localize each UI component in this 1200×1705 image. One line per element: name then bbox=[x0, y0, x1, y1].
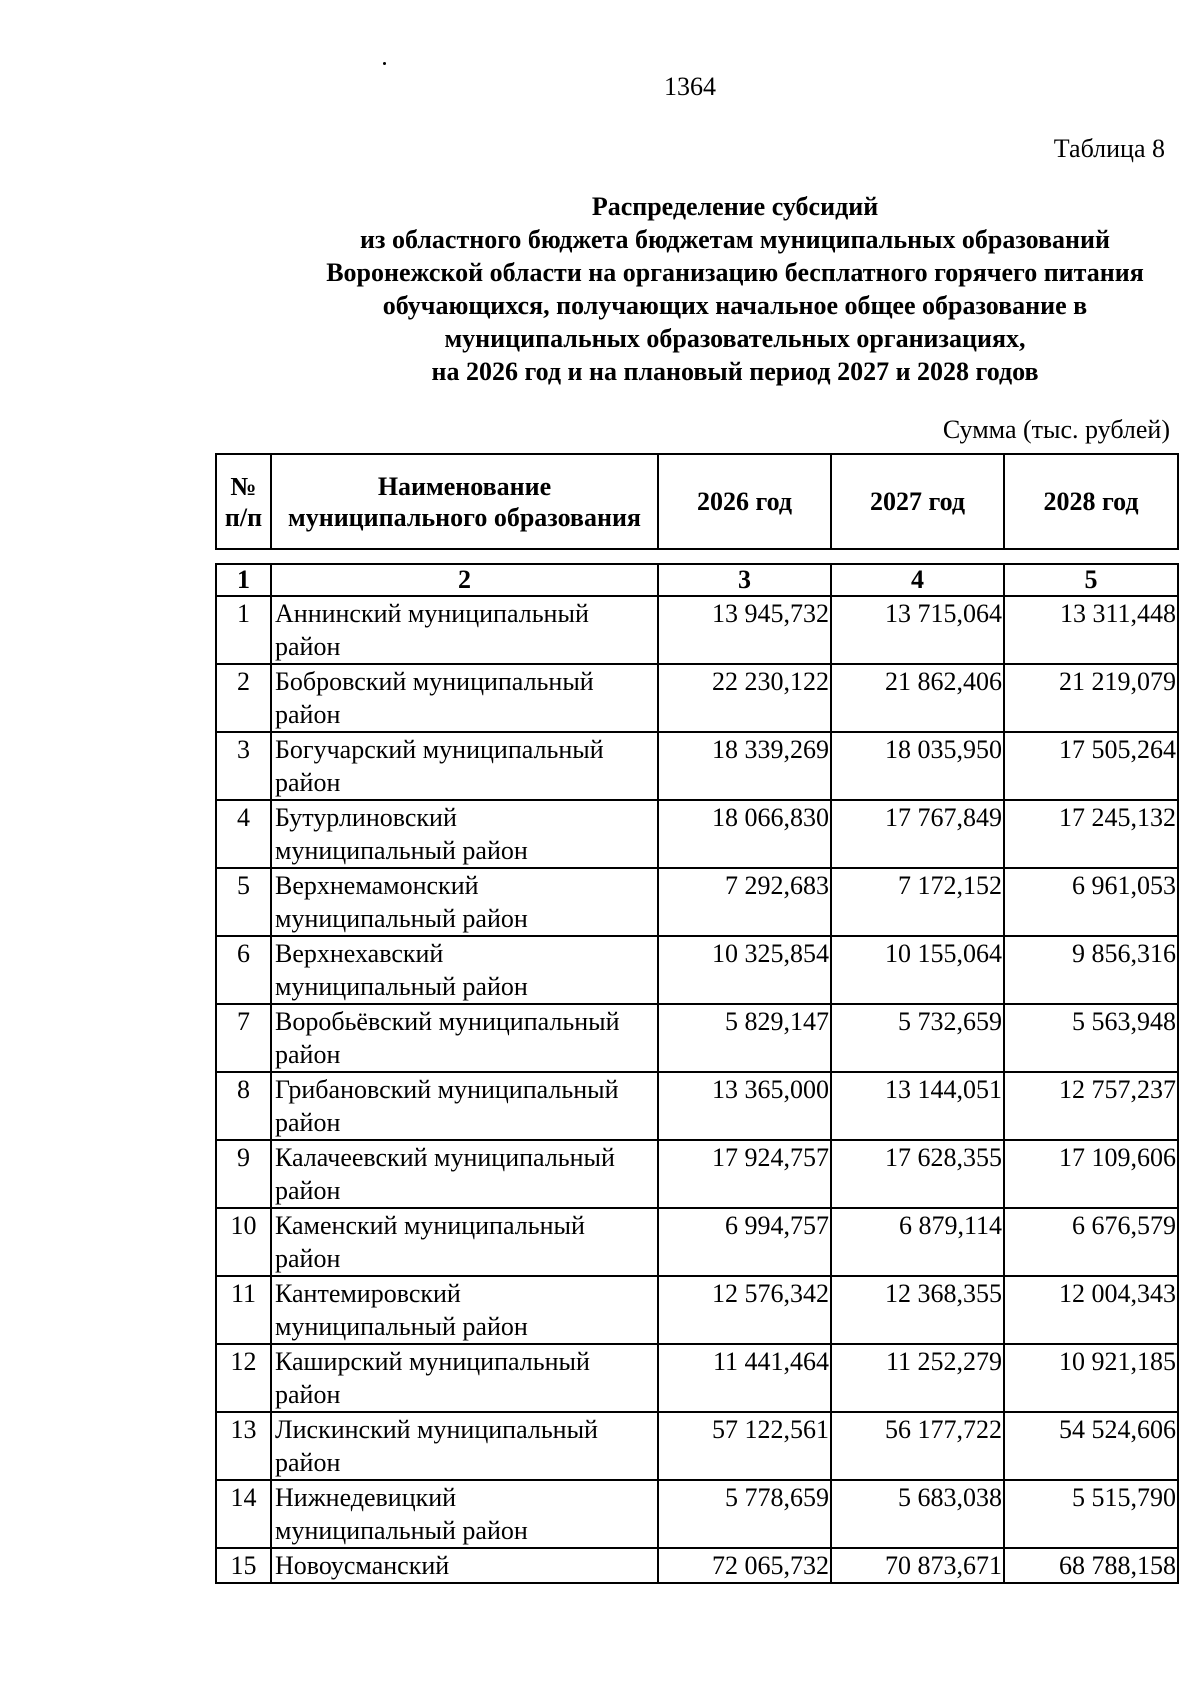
table-row bbox=[216, 1140, 1178, 1208]
value-2026: 6 994,757 bbox=[658, 1208, 831, 1276]
value-2027: 7 172,152 bbox=[831, 868, 1004, 936]
name-line: Воробьёвский муниципальный bbox=[275, 1007, 620, 1036]
title-line: муниципальных образовательных организациях, bbox=[444, 324, 1026, 353]
value-2028: 17 245,132 bbox=[1004, 800, 1178, 868]
column-index-row bbox=[216, 564, 1178, 596]
row-number: 11 bbox=[216, 1276, 271, 1344]
table-row bbox=[216, 1548, 1178, 1583]
table-row bbox=[216, 1004, 1178, 1072]
name-line: Верхнехавский bbox=[275, 939, 444, 968]
value-2027: 70 873,671 bbox=[831, 1548, 1004, 1583]
name-line: Бутурлиновский bbox=[275, 803, 457, 832]
header-name: Наименование муниципального образования bbox=[271, 454, 658, 549]
municipality-name bbox=[271, 1140, 658, 1208]
row-number: 12 bbox=[216, 1344, 271, 1412]
row-number: 5 bbox=[216, 868, 271, 936]
row-number: 1 bbox=[216, 596, 271, 664]
municipality-name bbox=[271, 1276, 658, 1344]
value-2026: 13 945,732 bbox=[658, 596, 831, 664]
value-2027: 13 715,064 bbox=[831, 596, 1004, 664]
title-line: Воронежской области на организацию бесплатного горячего питания bbox=[326, 258, 1144, 287]
table-label: Таблица 8 bbox=[1053, 134, 1165, 163]
name-line: муниципальный район bbox=[275, 1312, 528, 1341]
row-number: 8 bbox=[216, 1072, 271, 1140]
name-line: район bbox=[275, 1108, 341, 1137]
name-line: Каменский муниципальный bbox=[275, 1211, 585, 1240]
value-2027: 56 177,722 bbox=[831, 1412, 1004, 1480]
table-row bbox=[216, 800, 1178, 868]
name-line: Богучарский муниципальный bbox=[275, 735, 604, 764]
value-2026: 7 292,683 bbox=[658, 868, 831, 936]
value-2028: 68 788,158 bbox=[1004, 1548, 1178, 1583]
table-header bbox=[215, 453, 1179, 550]
table-row bbox=[216, 868, 1178, 936]
municipality-name bbox=[271, 1004, 658, 1072]
name-line: Калачеевский муниципальный bbox=[275, 1143, 615, 1172]
header-num: № п/п bbox=[216, 454, 271, 549]
municipality-name bbox=[271, 732, 658, 800]
value-2028: 6 961,053 bbox=[1004, 868, 1178, 936]
title-line: из областного бюджета бюджетам муниципальных образований bbox=[360, 225, 1110, 254]
name-line: Бобровский муниципальный bbox=[275, 667, 594, 696]
name-line: район bbox=[275, 1040, 341, 1069]
value-2028: 9 856,316 bbox=[1004, 936, 1178, 1004]
index-cell: 5 bbox=[1004, 564, 1178, 596]
value-2027: 10 155,064 bbox=[831, 936, 1004, 1004]
name-line: Новоусманский bbox=[275, 1551, 450, 1580]
table-row bbox=[216, 1344, 1178, 1412]
value-2028: 13 311,448 bbox=[1004, 596, 1178, 664]
title-line: обучающихся, получающих начальное общее образование в bbox=[382, 291, 1088, 320]
row-number: 14 bbox=[216, 1480, 271, 1548]
header-2028: 2028 год bbox=[1004, 454, 1178, 549]
table-row bbox=[216, 1480, 1178, 1548]
row-number: 10 bbox=[216, 1208, 271, 1276]
table-row bbox=[216, 1208, 1178, 1276]
value-2028: 54 524,606 bbox=[1004, 1412, 1178, 1480]
municipality-name bbox=[271, 1412, 658, 1480]
table-row bbox=[216, 596, 1178, 664]
index-cell: 2 bbox=[271, 564, 658, 596]
value-2028: 10 921,185 bbox=[1004, 1344, 1178, 1412]
value-2028: 12 757,237 bbox=[1004, 1072, 1178, 1140]
name-line: Каширский муниципальный bbox=[275, 1347, 590, 1376]
data-table bbox=[215, 563, 1179, 1584]
index-cell: 3 bbox=[658, 564, 831, 596]
value-2026: 18 339,269 bbox=[658, 732, 831, 800]
value-2027: 17 628,355 bbox=[831, 1140, 1004, 1208]
name-line: Грибановский муниципальный bbox=[275, 1075, 619, 1104]
municipality-name bbox=[271, 1072, 658, 1140]
row-number: 9 bbox=[216, 1140, 271, 1208]
document-title bbox=[230, 190, 1200, 388]
municipality-name bbox=[271, 1548, 658, 1583]
title-line: Распределение субсидий bbox=[591, 192, 879, 221]
value-2028: 17 109,606 bbox=[1004, 1140, 1178, 1208]
name-line: Аннинский муниципальный bbox=[275, 599, 589, 628]
value-2028: 5 515,790 bbox=[1004, 1480, 1178, 1548]
name-line: район bbox=[275, 768, 341, 797]
row-number: 2 bbox=[216, 664, 271, 732]
value-2026: 22 230,122 bbox=[658, 664, 831, 732]
value-2027: 13 144,051 bbox=[831, 1072, 1004, 1140]
municipality-name bbox=[271, 936, 658, 1004]
name-line: Нижнедевицкий bbox=[275, 1483, 457, 1512]
index-cell: 4 bbox=[831, 564, 1004, 596]
name-line: район bbox=[275, 1380, 341, 1409]
name-line: Кантемировский bbox=[275, 1279, 461, 1308]
units-label: Сумма (тыс. рублей) bbox=[942, 415, 1170, 444]
name-line: район bbox=[275, 632, 341, 661]
municipality-name bbox=[271, 1344, 658, 1412]
row-number: 7 bbox=[216, 1004, 271, 1072]
name-line: муниципальный район bbox=[275, 836, 528, 865]
header-2026: 2026 год bbox=[658, 454, 831, 549]
value-2028: 6 676,579 bbox=[1004, 1208, 1178, 1276]
name-line: муниципальный район bbox=[275, 1516, 528, 1545]
row-number: 3 bbox=[216, 732, 271, 800]
value-2026: 57 122,561 bbox=[658, 1412, 831, 1480]
name-line: район bbox=[275, 700, 341, 729]
value-2027: 6 879,114 bbox=[831, 1208, 1004, 1276]
table-row bbox=[216, 1276, 1178, 1344]
value-2026: 10 325,854 bbox=[658, 936, 831, 1004]
value-2027: 18 035,950 bbox=[831, 732, 1004, 800]
value-2028: 17 505,264 bbox=[1004, 732, 1178, 800]
table-row bbox=[216, 732, 1178, 800]
value-2028: 5 563,948 bbox=[1004, 1004, 1178, 1072]
scan-speck bbox=[383, 62, 386, 65]
municipality-name bbox=[271, 800, 658, 868]
value-2027: 5 683,038 bbox=[831, 1480, 1004, 1548]
value-2027: 5 732,659 bbox=[831, 1004, 1004, 1072]
name-line: район bbox=[275, 1176, 341, 1205]
value-2026: 11 441,464 bbox=[658, 1344, 831, 1412]
table-row bbox=[216, 1412, 1178, 1480]
value-2027: 17 767,849 bbox=[831, 800, 1004, 868]
title-line: на 2026 год и на плановый период 2027 и 2028 годов bbox=[431, 357, 1039, 386]
value-2026: 72 065,732 bbox=[658, 1548, 831, 1583]
value-2027: 12 368,355 bbox=[831, 1276, 1004, 1344]
table-row bbox=[216, 936, 1178, 1004]
name-line: Лискинский муниципальный bbox=[275, 1415, 598, 1444]
row-number: 4 bbox=[216, 800, 271, 868]
name-line: район bbox=[275, 1448, 341, 1477]
table-row bbox=[216, 664, 1178, 732]
value-2027: 11 252,279 bbox=[831, 1344, 1004, 1412]
row-number: 15 bbox=[216, 1548, 271, 1583]
municipality-name bbox=[271, 1480, 658, 1548]
value-2026: 18 066,830 bbox=[658, 800, 831, 868]
municipality-name bbox=[271, 868, 658, 936]
value-2028: 21 219,079 bbox=[1004, 664, 1178, 732]
header-row bbox=[216, 454, 1178, 549]
index-cell: 1 bbox=[216, 564, 271, 596]
table-row bbox=[216, 1072, 1178, 1140]
row-number: 6 bbox=[216, 936, 271, 1004]
page-number: 1364 bbox=[664, 72, 716, 101]
value-2027: 21 862,406 bbox=[831, 664, 1004, 732]
row-number: 13 bbox=[216, 1412, 271, 1480]
header-2027: 2027 год bbox=[831, 454, 1004, 549]
value-2026: 12 576,342 bbox=[658, 1276, 831, 1344]
value-2026: 17 924,757 bbox=[658, 1140, 831, 1208]
municipality-name bbox=[271, 664, 658, 732]
name-line: муниципальный район bbox=[275, 904, 528, 933]
name-line: район bbox=[275, 1244, 341, 1273]
municipality-name bbox=[271, 596, 658, 664]
name-line: Верхнемамонский bbox=[275, 871, 479, 900]
value-2028: 12 004,343 bbox=[1004, 1276, 1178, 1344]
name-line: муниципальный район bbox=[275, 972, 528, 1001]
value-2026: 5 778,659 bbox=[658, 1480, 831, 1548]
municipality-name bbox=[271, 1208, 658, 1276]
value-2026: 5 829,147 bbox=[658, 1004, 831, 1072]
value-2026: 13 365,000 bbox=[658, 1072, 831, 1140]
